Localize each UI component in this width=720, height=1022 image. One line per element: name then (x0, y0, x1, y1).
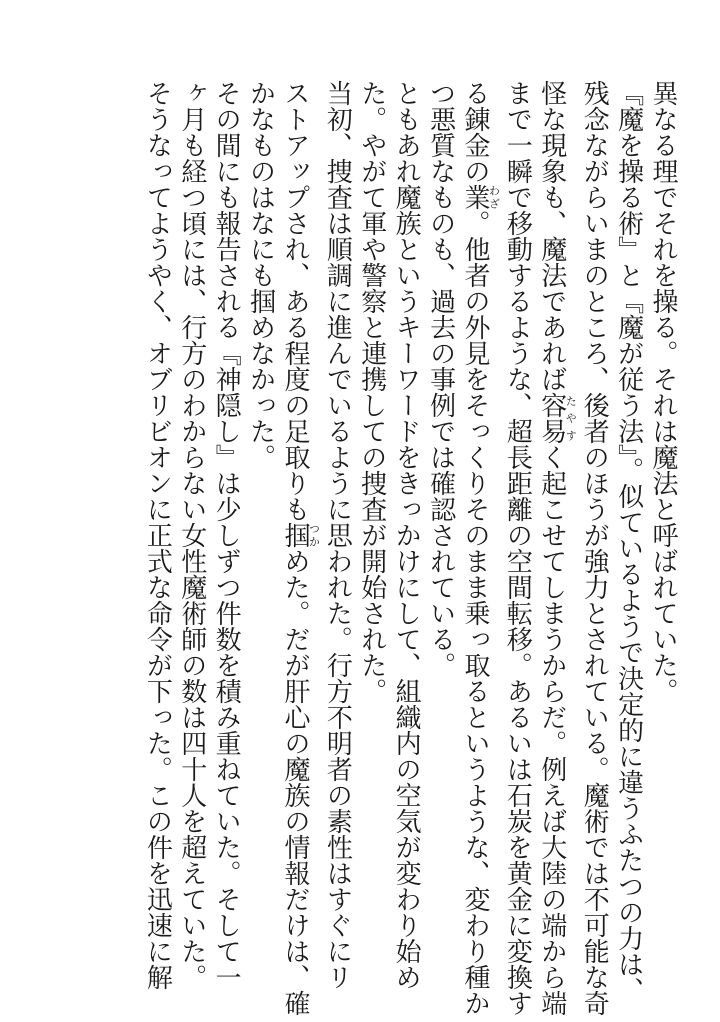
furigana: 容易たやす (536, 392, 578, 444)
furigana: 業わざ (459, 184, 501, 210)
text-line: 当初、捜査は順調に進んでいるように思われた。行方不明者の素性はすぐにリ (322, 80, 353, 990)
text-line-with-ruby: 怪な現象も、魔法であれば容易たやすく起こせてしまうからだ。例えば大陸の端から端 (536, 80, 578, 1016)
text-line: 異なる理でそれを操る。それは魔法と呼ばれていた。 (648, 80, 678, 704)
text-line: その間にも報告される『神隠し』は少しずつ件数を積み重ねていた。そして一 (211, 80, 242, 990)
text-line: かなものはなにも掴めなかった。 (245, 80, 276, 470)
text-line-with-ruby: ストアップされ、ある程度の足取りも掴つかめた。だが肝心の魔族の情報だけは、確 (279, 80, 321, 1016)
text-line: ヶ月も経つ頃には、行方のわからない女性魔術師の数は四十人を超えていた。 (176, 80, 207, 990)
text-line: そうなってようやく、オブリビオンに正式な命令が下った。この件を迅速に解 (142, 80, 173, 990)
text-line: 『魔を操る術』と『魔が従う法』。似ているようで決定的に違うふたつの力は、 (613, 80, 644, 1003)
text-line: まで一瞬で移動するような、超長距離の空間転移。あるいは石炭を黄金に変換す (502, 80, 533, 1016)
text-line: つ悪質なものも、過去の事例では確認されている。 (425, 80, 456, 678)
text-line-with-ruby: る錬金の業わざ。他者の外見をそっくりそのまま乗っ取るというような、変わり種か (459, 80, 501, 1016)
text-line: ともあれ魔族というキーワードをきっかけにして、組織内の空気が変わり始め (391, 80, 422, 990)
text-line: 残念ながらいまのところ、後者のほうが強力とされている。魔術では不可能な奇 (579, 80, 610, 1016)
text-line: た。やがて軍や警察と連携しての捜査が開始された。 (356, 80, 387, 704)
furigana: 掴つか (279, 522, 321, 548)
